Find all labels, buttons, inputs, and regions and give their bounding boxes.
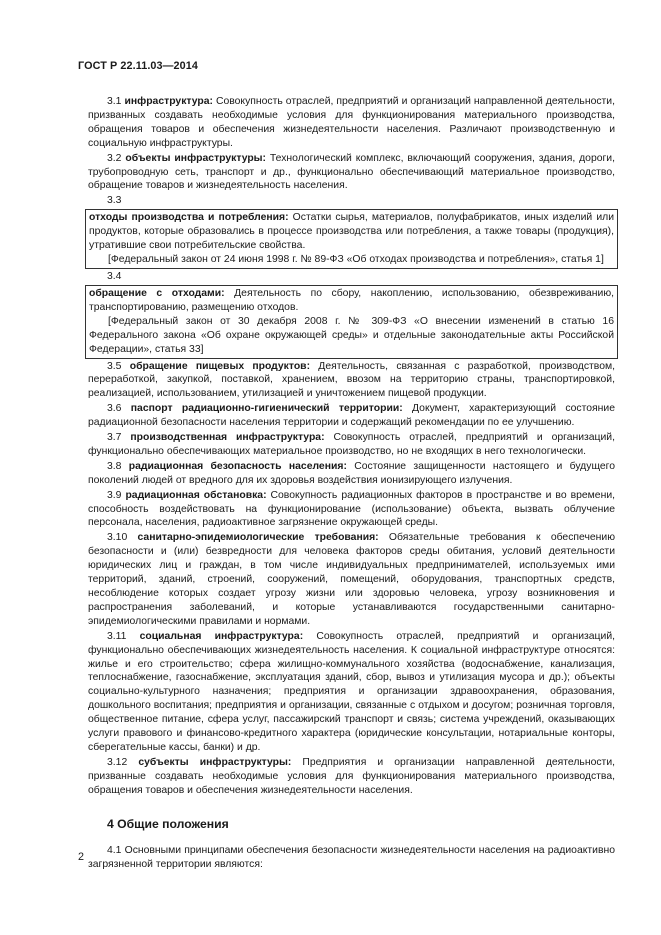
- standard-code-header: ГОСТ Р 22.11.03—2014: [78, 60, 198, 72]
- term-title: радиационная безопасность населения:: [128, 460, 347, 472]
- amended-term-box-3-3: [85, 209, 618, 269]
- term-title: инфраструктура:: [124, 96, 213, 107]
- term-title: социальная инфраструктура:: [139, 630, 304, 642]
- term-item-3-2: 3.2 объекты инфраструктуры: Технологический комплекс, включающий сооружения, здания, дороги, трубопроводную сеть, транспорт и др., функционально обеспечивающий материальное производство, обращение товаров и жизнедеятельность населения.: [88, 152, 616, 192]
- term-item-3-10: 3.10 санитарно-эпидемиологические требования: Обязательные требования к обеспечению безопасности и (или) безвредности для человека факторов среды обитания, условий деятельности юридических лиц и граждан, в том числе индивидуальных предпринимателей, используемых ими территорий, зданий, строений, сооружений, помещений, оборудования, транспортных средств, несоблюдение которых создает угрозу жизни или здоровью человека, угрозу возникновения и распространения заболеваний, и которые устанавливаются государственными санитарно-эпидемиологическими правилами и нормами.: [88, 532, 615, 627]
- term-item-3-12: 3.12 субъекты инфраструктуры: Предприятия и организации направленной деятельности, призванные создавать необходимые условия для функционирования материального производства, обращения товаров и обеспечения жизнедеятельности населения.: [88, 756, 616, 796]
- term-item-3-8: 3.8 радиационная безопасность населения: Состояние защищенности настоящего и будущего поколений людей от вредного для их здоровья воздействия ионизирующего излучения.: [88, 460, 615, 486]
- term-item-3-6: 3.6 паспорт радиационно-гигиенический территории: Документ, характеризующий состояние радиационной безопасности населения территории и содержащий рекомендации по ее улучшению.: [88, 403, 616, 429]
- term-number: 3.4: [107, 270, 122, 282]
- term-item-3-9: 3.9 радиационная обстановка: Совокупность радиационных факторов в пространстве и во времени, способность воздействовать на функционирование (использование) объекта, вызвать облучение персонала, населения, радиоактивное загрязнение окружающей среды.: [88, 489, 616, 529]
- paragraph-4-1: 4.1 Основными принципами обеспечения безопасности жизнедеятельности населения на радиоактивно загрязненной территории являются:: [88, 844, 615, 870]
- term-definition: обращение с отходами: Деятельность по сбору, накоплению, использованию, обезвреживанию, транспортированию, размещению отходов.: [89, 287, 615, 313]
- term-title: радиационная обстановка:: [125, 489, 267, 501]
- term-title: субъекты инфраструктуры:: [138, 756, 292, 768]
- document-body: [88, 95, 615, 872]
- term-title: отходы производства и потребления:: [89, 212, 289, 224]
- term-item-3-1: 3.1 инфраструктура: Совокупность отраслей, предприятий и организаций направленной деятельности, призванных создавать необходимые условия для функционирования материального производства, обращения товаров и обеспечения жизнедеятельности населения. Различают производственную и социальную инфраструктуры.: [88, 96, 615, 149]
- term-definition: отходы производства и потребления: Остатки сырья, материалов, полуфабрикатов, иных изделий или продуктов, которые образовались в процессе производства или потребления, а также товары (продукция), утратившие свои потребительские свойства.: [89, 212, 615, 252]
- term-title: обращение пищевых продуктов:: [129, 360, 311, 372]
- term-item-3-11: 3.11 социальная инфраструктура: Совокупность отраслей, предприятий и организаций, функционально обеспечивающих жизнедеятельность населения. К социальной инфраструктуре относятся: жилье и его строительство; сфера жилищно-коммунального хозяйства (водоснабжение, канализация, теплоснабжение, газоснабжение, эксплуатация зданий, сбор, вывоз и утилизация мусора и др.); объекты социально-культурного назначения; предприятия и организации здравоохранения, образования, дошкольного воспитания; предприятия и организации, связанные с отдыхом и досугом; розничная торговля, общественное питание, сфера услуг, пассажирский транспорт и связь; система учреждений, оказывающих услуги правового и финансово-кредитного характера (юридические консультации, нотариальные конторы, сберегательные кассы, банки) и др.: [88, 630, 616, 753]
- page-number: 2: [78, 851, 85, 863]
- term-item-3-7: 3.7 производственная инфраструктура: Совокупность отраслей, предприятий и организаций, функционально обеспечивающих материальное производство, но не входящих в него технологически.: [88, 432, 615, 457]
- term-title: обращение с отходами:: [89, 287, 225, 299]
- amended-term-box-3-4: [85, 285, 618, 359]
- term-title: производственная инфраструктура:: [130, 432, 325, 444]
- term-source: [Федеральный закон от 24 июня 1998 г. № 89-ФЗ «Об отходах производства и потребления», статья 1]: [108, 254, 604, 266]
- term-source: [Федеральный закон от 30 декабря 2008 г. № 309-ФЗ «О внесении изменений в статью 16 Федерального закона «Об охране окружающей среды» и отдельные законодательные акты Российской Федерации», статья 33]: [89, 315, 614, 355]
- term-title: объекты инфраструктуры:: [125, 152, 267, 164]
- section-heading: 4 Общие положения: [107, 816, 229, 831]
- term-title: санитарно-эпидемиологические требования:: [137, 532, 379, 544]
- term-title: паспорт радиационно-гигиенический территории:: [130, 403, 403, 415]
- term-number: 3.3: [107, 195, 122, 207]
- term-item-3-5: 3.5 обращение пищевых продуктов: Деятельность, связанная с разработкой, производством, переработкой, закупкой, поставкой, хранением, ввозом на территорию страны, транспортировкой, реализацией, использованием, утилизацией и уничтожением пищевой продукции.: [88, 360, 616, 400]
